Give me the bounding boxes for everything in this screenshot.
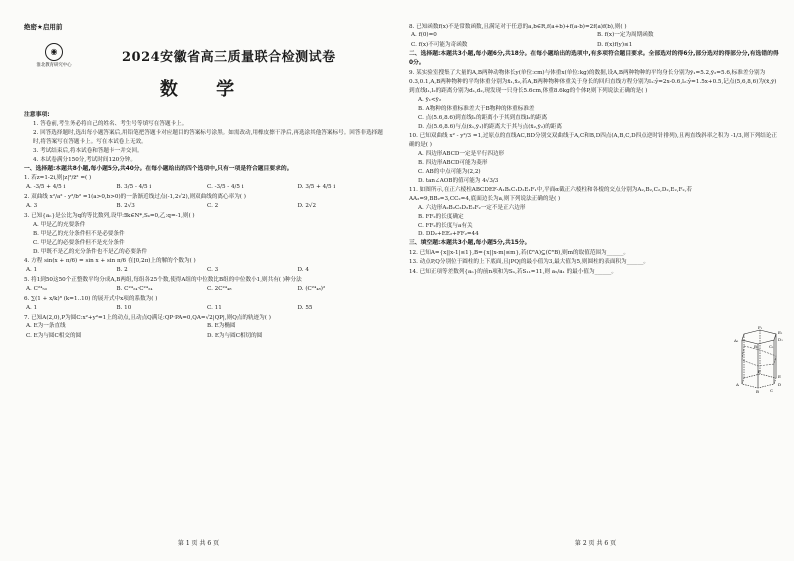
question-5: [24, 276, 386, 294]
option-b: B. 四边形ABCD可能为菱形: [418, 159, 488, 166]
option-b: B. A物种的体重标准差大于B物种的体重标准差: [418, 105, 535, 112]
question-9: [409, 69, 781, 131]
option-d: D. (C²⁴₄₈)²: [297, 285, 326, 292]
question-1: [24, 174, 386, 192]
institute-logo: [24, 43, 84, 68]
notice-2: 2. 回答选择题时,选出每小题答案后,用铅笔把答题卡对应题目的答案标号涂黑。如需改动,用橡皮擦干净后,再选涂其他答案标号。回答非选择题时,将答案写在答题卡上。写在本试卷上无效。: [33, 130, 383, 146]
question-11: [409, 186, 709, 239]
option-b: B. 2: [116, 267, 128, 273]
option-d: D. 2√2: [297, 203, 317, 210]
question-8: [409, 23, 781, 51]
secret-label: 绝密★启用前: [24, 23, 63, 31]
vertex-label: D: [778, 382, 782, 387]
vertex-label: A: [736, 382, 739, 387]
option-c: C. E为与圆C相交的圆: [26, 332, 82, 339]
option-c: C. -3/5 - 4/5 i: [207, 184, 244, 191]
option-a: A. 1: [26, 267, 38, 273]
option-b: B. 甲是乙的充分条件但不是必要条件: [33, 230, 125, 237]
option-d: D. 点(5.6,8.6)与点(x̄₁,ȳ₁)的距离大于其与点(x̄₂,ȳ₂)的距离: [418, 123, 562, 130]
options-row: [24, 202, 386, 211]
option-a: A. 四边形ABCD一定是平行四边形: [418, 150, 505, 157]
question-13: 13. 动点P,Q分别位于圆柱的上下底面,且|PQ|的最小值为3,最大值为5,则圆柱的表面积为______。: [409, 259, 650, 266]
section-1-heading: 一、选择题:本题共8小题,每小题5分,共40分。在每小题给出的四个选项中,只有一项是符合题目要求的。: [24, 165, 293, 172]
vertex-label: C: [770, 388, 774, 393]
question-3: [24, 212, 386, 257]
question-6: [24, 295, 386, 313]
vertex-label: B: [756, 389, 759, 394]
option-c: C. 2C²⁴₄₈: [207, 285, 232, 292]
question-10: [409, 132, 781, 185]
option-b: B. 10: [116, 304, 132, 311]
question-stem: 2. 双曲线 x²/a² - y²/b² =1(a>0,b>0)的一条渐近线过点(-1,2√2),则双曲线的离心率为( ): [24, 194, 246, 201]
options-row: [24, 322, 386, 331]
options-row: [24, 183, 386, 192]
option-c: C. AB的中点可能为(2,2): [418, 168, 481, 175]
question-stem: 5. 将1到50这50个正整数平均分成A,B两组,每组各25个数,使得A组的中位数比B组的中位数小1,则共有( )种分法: [24, 276, 302, 283]
subject-title: 数 学: [159, 79, 251, 100]
question-14: 14. 已知正项等差数列{aₙ}的前n项和为Sₙ,若S₁₁=11,则 a₅/a₁ 的最小值为______。: [409, 268, 617, 275]
option-d: D. 4: [297, 267, 309, 273]
vertex-label: B₁: [754, 344, 759, 349]
notice-1: 1. 答卷前,考生务必将自己的姓名、考生号等填写在答题卡上。: [33, 121, 188, 128]
question-stem: 4. 方程 sin(x + π/6) = sin x + sin π/6 在[0,2π)上的解的个数为( ): [24, 258, 196, 265]
vertex-label: F₁: [758, 326, 763, 330]
option-c: C. f(x)不可能为奇函数: [411, 41, 468, 48]
notice-3: 3. 考试结束后,将本试卷和答题卡一并交回。: [33, 147, 143, 154]
section-2-heading: 二、选择题:本题共3小题,每小题6分,共18分。在每小题给出的选项中,有多项符合题目要求。全部选对的得6分,部分选对的得部分分,有选错的得0分。: [409, 51, 779, 67]
question-stem: 8. 已知函数f(x)不是常数函数,且满足对于任意的a,b∈R,f(a+b)+f(a-b)=2f(a)f(b),则( ): [409, 23, 627, 30]
option-c: C. 甲是乙的必要条件但不是充分条件: [33, 239, 125, 246]
option-d: D. 甲既不是乙的充分条件也不是乙的必要条件: [33, 248, 148, 255]
section-3-heading: 三、填空题:本题共3小题,每小题5分,共15分。: [409, 240, 531, 247]
vertex-label: C₁: [769, 344, 774, 349]
option-b: B. f(x)一定为周期函数: [597, 32, 654, 39]
option-c: C. 点(5.6,8.6)到直线l₁的距离小于其到直线l₂的距离: [418, 114, 548, 121]
vertex-label: E₁: [778, 330, 783, 335]
notice-4: 4. 本试卷满分150分,考试时间120分钟。: [33, 156, 136, 163]
vertex-label: E: [778, 374, 781, 379]
question-stem: 11. 如图所示,在正六棱柱ABCDEF-A₁B₁C₁D₁E₁F₁中,平面α截正六棱柱和各棱的交点分别为A₂,B₂,C₂,D₂,E₂,F₂,若AA₂=9,BB₂=3,CC₂=4,底面边长为a,则下列说法正确的是( ): [409, 186, 692, 202]
options-row: [24, 304, 386, 313]
options-row: [24, 266, 386, 275]
option-a: A. f(0)=0: [411, 32, 437, 39]
option-d: D. tan∠AOB的值可能为 4√3/3: [418, 177, 499, 184]
question-stem: 6. ∑(1 + x/k)⁸ (k=1..10) 的展开式中x项的系数为( ): [24, 295, 158, 302]
option-d: D. DD₂+EE₂+FF₂=44: [418, 231, 479, 238]
logo-emblem-icon: ◉: [45, 43, 63, 61]
option-a: A. 1: [26, 304, 38, 311]
option-a: A. 3: [26, 203, 38, 210]
option-a: A. C²⁴₅₀: [26, 285, 47, 292]
option-a: A. ȳ₁<ȳ₂: [418, 96, 442, 103]
option-b: B. C²⁴₂₄·C²⁴₂₄: [116, 285, 153, 292]
option-b: B. 2√3: [116, 203, 135, 210]
question-2: [24, 193, 386, 211]
option-b: B. FF₂的长度确定: [418, 213, 464, 220]
vertex-label: F: [758, 369, 761, 374]
header-row: [24, 41, 386, 69]
page-footer: 第 2 页 共 6 页: [574, 540, 617, 547]
vertex-label: D₁: [778, 337, 783, 342]
option-b: B. E为椭圆: [207, 323, 236, 330]
question-12: 12. 已知A={x||x-1|≤1},B={x||x-m|≤m},若(∁ᴿA)⊆(∁ᴿB),则m的取值范围为______。: [409, 250, 629, 257]
options-row: [409, 31, 781, 40]
option-d: D. 55: [297, 304, 313, 311]
option-d: D. f(x)f(y)≤1: [597, 41, 633, 48]
hexagonal-prism-figure: [730, 326, 788, 394]
question-7: [24, 314, 386, 342]
logo-text: 淮北教育研究中心: [36, 62, 72, 68]
page-footer: 第 1 页 共 6 页: [177, 540, 220, 547]
option-d: D. 3/5 + 4/5 i: [297, 184, 336, 191]
exam-title: 2024安徽省高三质量联合检测试卷: [122, 49, 336, 65]
option-a: A. -3/5 + 4/5 i: [26, 184, 66, 191]
option-a: A. E为一条直线: [26, 323, 66, 330]
question-stem: 10. 已知双曲线 x² - y²/3 =1,过原点的直线AC,BD分别交双曲线于A,C和B,D四点(A,B,C,D四点逆时针排列),且两直线斜率之积为 -1/3,则下列结论正确的是( ): [409, 132, 778, 148]
option-a: A. 甲是乙的充要条件: [33, 221, 86, 228]
question-stem: 9. 某实验室搜集了大量的A,B两种动物体长y(单位:cm)与体重x(单位:kg)的数据,设A,B两种物种的平均身长分别为ȳ₁=5.2,ȳ₂=5.6,标准差分别为0.3,0.1,A,B两种物种的平均体重分别为x̄₁,x̄₂,若A,B两种物种体重关于身长的回归直线方程分别为l₁:ŷ=2x-0.6,l₂:ŷ=1.5x+0.5,记点(5,6,8,6)为(x̄,ȳ)到直线l₁,l₂的距离分别为d₁,d₂,现发现一只身长5.6cm,体重8.6kg的个体P,则下列说法正确的是( ): [409, 70, 777, 94]
options-row: [24, 332, 386, 341]
option-c: C. FF₂的长度与a有关: [418, 222, 473, 229]
question-stem: 1. 若z=1-2i,则|z|²/z̄² =( ): [24, 175, 92, 182]
options-row: [24, 285, 386, 294]
option-a: A. 六边形A₂B₂C₂D₂E₂F₂一定不是正六边形: [418, 204, 526, 211]
question-stem: 3. 已知{aₙ}是公比为q的等比数列,设甲:∃k∈N*,Sₖ=0,乙:q=-1,则( ): [24, 213, 195, 220]
option-c: C. 11: [207, 304, 222, 311]
question-stem: 7. 已知A(2,0),P为圆C:x²+y²=1上的动点,且动点Q满足:QP·PA=0,QA=√2|QP|,则Q点的轨迹为( ): [24, 314, 271, 321]
question-4: [24, 257, 386, 275]
option-d: D. E为与圆C相切的圆: [207, 332, 263, 339]
option-b: B. 3/5 - 4/5 i: [116, 184, 152, 191]
notice-title: 注意事项:: [24, 112, 50, 118]
option-c: C. 3: [207, 267, 219, 273]
option-c: C. 2: [207, 203, 219, 210]
page-2: [397, 0, 794, 561]
options-row: [409, 41, 781, 50]
vertex-label: A₁: [734, 338, 739, 343]
